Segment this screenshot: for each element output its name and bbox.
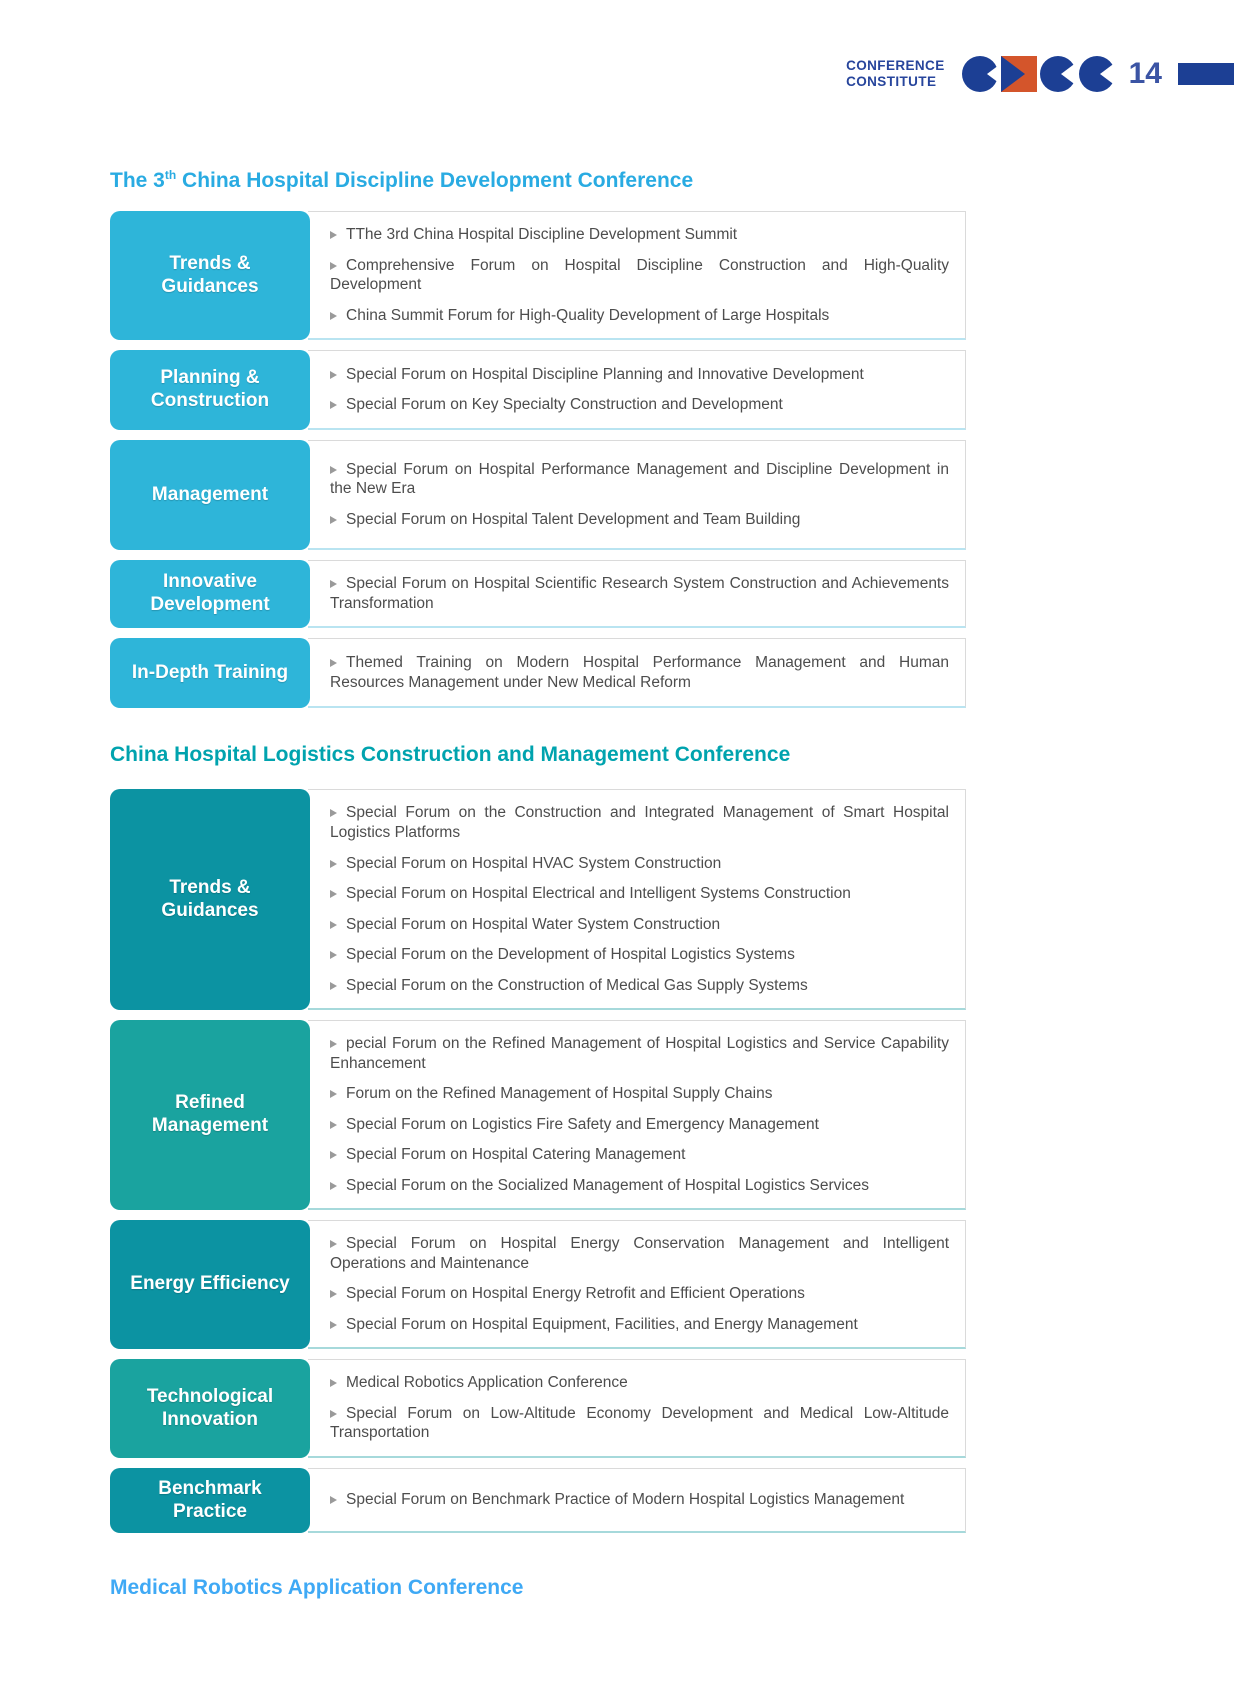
agenda-item bbox=[330, 945, 949, 965]
bullet-arrow-icon bbox=[330, 231, 337, 239]
agenda-item bbox=[330, 1315, 949, 1335]
agenda-item bbox=[330, 803, 949, 842]
agenda-item-text: Special Forum on Hospital Electrical and Intelligent Systems Construction bbox=[346, 885, 851, 903]
bullet-arrow-icon bbox=[330, 262, 337, 270]
agenda-item bbox=[330, 1490, 949, 1510]
row-category-label: Management bbox=[110, 440, 310, 550]
agenda-item-text: China Summit Forum for High-Quality Development of Large Hospitals bbox=[346, 306, 830, 324]
agenda-item-text: Special Forum on Hospital Scientific Research System Construction and Achievements Transformation bbox=[330, 575, 949, 612]
bullet-arrow-icon bbox=[330, 466, 337, 474]
bullet-arrow-icon bbox=[330, 921, 337, 929]
agenda-item bbox=[330, 1176, 949, 1196]
row-category-label: Benchmark Practice bbox=[110, 1468, 310, 1534]
agenda-item-text: Special Forum on Benchmark Practice of Modern Hospital Logistics Management bbox=[346, 1491, 905, 1509]
bullet-arrow-icon bbox=[330, 1151, 337, 1159]
brand-line-1: CONFERENCE bbox=[846, 58, 945, 74]
bullet-arrow-icon bbox=[330, 371, 337, 379]
row-category-label: Innovative Development bbox=[110, 560, 310, 628]
bullet-arrow-icon bbox=[330, 860, 337, 868]
agenda-item bbox=[330, 1234, 949, 1273]
bullet-arrow-icon bbox=[330, 951, 337, 959]
table-row bbox=[110, 638, 966, 708]
table-row bbox=[110, 440, 966, 550]
brand-logo-icon bbox=[959, 56, 1115, 92]
agenda-item-text: Special Forum on Hospital Energy Conservation Management and Intelligent Operations and Maintenance bbox=[330, 1235, 949, 1272]
agenda-item bbox=[330, 884, 949, 904]
row-items bbox=[308, 1020, 966, 1210]
logo-crescent-icon bbox=[1040, 56, 1076, 92]
agenda-item-text: Medical Robotics Application Conference bbox=[346, 1374, 628, 1392]
row-items bbox=[308, 211, 966, 340]
bullet-arrow-icon bbox=[330, 1321, 337, 1329]
table-row bbox=[110, 350, 966, 430]
agenda-item bbox=[330, 1373, 949, 1393]
agenda-item-text: Special Forum on Hospital Catering Management bbox=[346, 1146, 686, 1164]
agenda-item-text: Themed Training on Modern Hospital Performance Management and Human Resources Management under New Medical Reform bbox=[330, 654, 949, 691]
logistics-conference-table bbox=[110, 789, 966, 1533]
section1-title bbox=[110, 168, 966, 193]
agenda-item bbox=[330, 1034, 949, 1073]
agenda-item bbox=[330, 1284, 949, 1304]
main-content bbox=[110, 168, 966, 1601]
bullet-arrow-icon bbox=[330, 890, 337, 898]
discipline-conference-table bbox=[110, 211, 966, 708]
agenda-item-text: Special Forum on Hospital Performance Management and Discipline Development in the New Era bbox=[330, 460, 949, 498]
table-row bbox=[110, 560, 966, 628]
agenda-item-text: Special Forum on the Socialized Management of Hospital Logistics Services bbox=[346, 1176, 869, 1194]
agenda-item bbox=[330, 395, 949, 415]
row-items bbox=[308, 350, 966, 430]
row-category-label: Planning & Construction bbox=[110, 350, 310, 430]
agenda-item-text: Special Forum on Hospital Equipment, Facilities, and Energy Management bbox=[346, 1315, 858, 1333]
bullet-arrow-icon bbox=[330, 401, 337, 409]
row-items bbox=[308, 440, 966, 550]
logo-orange-square-icon bbox=[1001, 56, 1037, 92]
agenda-item bbox=[330, 653, 949, 692]
bullet-arrow-icon bbox=[330, 809, 337, 817]
row-items bbox=[308, 1220, 966, 1349]
row-category-label: Refined Management bbox=[110, 1020, 310, 1210]
bullet-arrow-icon bbox=[330, 312, 337, 320]
row-items bbox=[308, 638, 966, 708]
row-category-label: Technological Innovation bbox=[110, 1359, 310, 1458]
section3-title: Medical Robotics Application Conference bbox=[110, 1576, 524, 1600]
agenda-item-text: Special Forum on Logistics Fire Safety and Emergency Management bbox=[346, 1115, 819, 1133]
agenda-item-text: Special Forum on the Construction of Medical Gas Supply Systems bbox=[346, 976, 808, 994]
agenda-item bbox=[330, 976, 949, 996]
agenda-item bbox=[330, 510, 949, 530]
table-row bbox=[110, 1020, 966, 1210]
bullet-arrow-icon bbox=[330, 516, 337, 524]
logo-crescent-icon bbox=[1079, 56, 1115, 92]
agenda-item-text: Forum on the Refined Management of Hospital Supply Chains bbox=[346, 1085, 773, 1103]
table-row bbox=[110, 1468, 966, 1534]
table-row bbox=[110, 789, 966, 1010]
agenda-item-text: Special Forum on Hospital HVAC System Construction bbox=[346, 854, 722, 872]
bullet-arrow-icon bbox=[330, 1182, 337, 1190]
row-category-label: Trends & Guidances bbox=[110, 789, 310, 1010]
logo-circle-notch-icon bbox=[962, 56, 998, 92]
agenda-item bbox=[330, 915, 949, 935]
bullet-arrow-icon bbox=[330, 1379, 337, 1387]
table-row bbox=[110, 211, 966, 340]
agenda-item bbox=[330, 460, 949, 499]
row-items bbox=[308, 1468, 966, 1534]
agenda-item-text: Special Forum on Low-Altitude Economy Development and Medical Low-Altitude Transportation bbox=[330, 1404, 949, 1442]
brand-line-2: CONSTITUTE bbox=[846, 74, 937, 89]
agenda-item bbox=[330, 365, 949, 385]
page-number: 14 bbox=[1128, 57, 1162, 90]
bullet-arrow-icon bbox=[330, 1290, 337, 1298]
bullet-arrow-icon bbox=[330, 1240, 337, 1248]
header-accent-bar bbox=[1178, 63, 1234, 85]
row-items bbox=[308, 789, 966, 1010]
agenda-item-text: Special Forum on Key Specialty Construction and Development bbox=[346, 396, 783, 414]
agenda-item-text: Special Forum on Hospital Energy Retrofit and Efficient Operations bbox=[346, 1285, 805, 1303]
page-header bbox=[846, 56, 1234, 92]
title1-pre: The 3 bbox=[110, 169, 165, 192]
agenda-item bbox=[330, 854, 949, 874]
bullet-arrow-icon bbox=[330, 659, 337, 667]
agenda-item-text: Special Forum on the Construction and Integrated Management of Smart Hospital Logistics Platforms bbox=[330, 804, 949, 841]
agenda-item bbox=[330, 256, 949, 295]
brand-name bbox=[846, 58, 945, 90]
agenda-item-text: Special Forum on the Development of Hospital Logistics Systems bbox=[346, 946, 795, 964]
bullet-arrow-icon bbox=[330, 1410, 337, 1418]
bullet-arrow-icon bbox=[330, 1496, 337, 1504]
row-items bbox=[308, 1359, 966, 1458]
bullet-arrow-icon bbox=[330, 580, 337, 588]
title1-sup: th bbox=[164, 168, 177, 182]
agenda-item-text: Comprehensive Forum on Hospital Discipline Construction and High-Quality Development bbox=[330, 256, 949, 294]
bullet-arrow-icon bbox=[330, 1040, 337, 1048]
agenda-item bbox=[330, 1084, 949, 1104]
agenda-item bbox=[330, 574, 949, 613]
table-row bbox=[110, 1220, 966, 1349]
bullet-arrow-icon bbox=[330, 982, 337, 990]
agenda-item bbox=[330, 1404, 949, 1443]
title1-post: China Hospital Discipline Development Conference bbox=[176, 169, 694, 192]
agenda-item bbox=[330, 306, 949, 326]
bullet-arrow-icon bbox=[330, 1121, 337, 1129]
agenda-item bbox=[330, 225, 949, 245]
row-category-label: Trends & Guidances bbox=[110, 211, 310, 340]
agenda-item-text: Special Forum on Hospital Talent Development and Team Building bbox=[346, 511, 801, 528]
agenda-item-text: Special Forum on Hospital Water System Construction bbox=[346, 915, 721, 933]
row-category-label: Energy Efficiency bbox=[110, 1220, 310, 1349]
agenda-item bbox=[330, 1145, 949, 1165]
agenda-item-text: pecial Forum on the Refined Management of Hospital Logistics and Service Capability Enhancement bbox=[330, 1035, 949, 1072]
section2-title: China Hospital Logistics Construction and Management Conference bbox=[110, 743, 791, 767]
agenda-item-text: TThe 3rd China Hospital Discipline Development Summit bbox=[346, 226, 738, 244]
row-items bbox=[308, 560, 966, 628]
bullet-arrow-icon bbox=[330, 1090, 337, 1098]
agenda-item bbox=[330, 1115, 949, 1135]
agenda-item-text: Special Forum on Hospital Discipline Planning and Innovative Development bbox=[346, 365, 864, 383]
row-category-label: In-Depth Training bbox=[110, 638, 310, 708]
table-row bbox=[110, 1359, 966, 1458]
